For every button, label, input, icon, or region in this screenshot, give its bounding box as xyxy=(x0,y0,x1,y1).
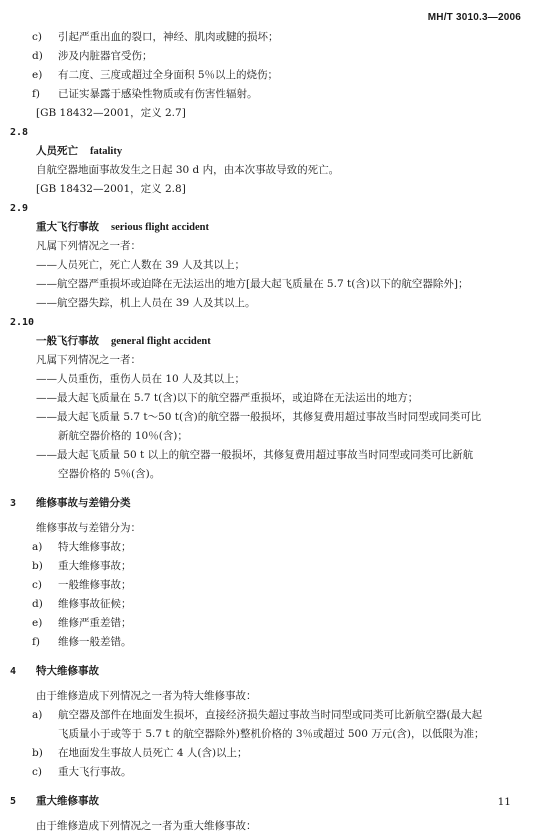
section-title: 特大维修事故 xyxy=(36,665,99,677)
term-zh: 重大飞行事故 xyxy=(36,221,99,233)
list-item xyxy=(0,28,535,47)
document-id-header: MH/T 3010.3—2006 xyxy=(427,12,521,23)
dash-item: ——人员死亡，死亡人数在 39 人及其以上； xyxy=(36,259,246,271)
list-item xyxy=(0,66,535,85)
intro-text: 凡属下列情况之一者： xyxy=(36,240,141,252)
section-heading: 5 重大维修事故 xyxy=(0,792,535,811)
list-item: a) 特大维修事故； xyxy=(32,541,132,553)
dash-item: ——最大起飞质量在 5.7 t(含)以下的航空器严重损坏，或迫降在无法运出的地方； xyxy=(36,392,419,404)
term-zh: 一般飞行事故 xyxy=(36,335,99,347)
term-heading xyxy=(0,142,535,161)
section-title: 维修事故与差错分类 xyxy=(36,497,131,509)
term-en: serious flight accident xyxy=(111,222,209,233)
intro-text: 维修事故与差错分为： xyxy=(36,522,141,534)
list-item: c) 重大飞行事故。 xyxy=(32,766,132,778)
item-text: 已证实暴露于感染性物质或有伤害性辐射。 xyxy=(58,88,258,100)
item-text: 有二度、三度或超过全身面积 5％以上的烧伤； xyxy=(58,69,279,81)
section-heading: 3 维修事故与差错分类 xyxy=(0,494,535,513)
page-number: 11 xyxy=(497,796,511,808)
intro-text: 由于维修造成下列情况之一者为重大维修事故： xyxy=(36,820,257,832)
list-item: c) 一般维修事故； xyxy=(32,579,132,591)
item-text: 引起严重出血的裂口，神经、肌肉或腱的损坏； xyxy=(58,31,279,43)
dash-item-continuation: 新航空器价格的 10％(含)； xyxy=(58,430,188,442)
item-label: e) xyxy=(32,69,43,81)
section-number: 2.10 xyxy=(10,317,35,328)
dash-item: ——人员重伤，重伤人员在 10 人及其以上； xyxy=(36,373,246,385)
document-body xyxy=(0,28,535,836)
list-item: b) 在地面发生事故人员死亡 4 人(含)以上； xyxy=(32,747,248,759)
list-item: b) 重大维修事故； xyxy=(32,560,132,572)
term-heading xyxy=(0,332,535,351)
item-text: 涉及内脏器官受伤； xyxy=(58,50,153,62)
term-heading xyxy=(0,218,535,237)
term-zh: 人员死亡 xyxy=(36,145,78,157)
section-number: 2.9 xyxy=(10,203,29,214)
section-heading: 4 特大维修事故 xyxy=(0,662,535,681)
dash-item-continuation: 空器价格的 5％(含)。 xyxy=(58,468,161,480)
dash-item: ——最大起飞质量 5.7 t～50 t(含)的航空器一般损坏，其修复费用超过事故当时同型或同类可比 xyxy=(36,411,482,423)
list-item xyxy=(0,47,535,66)
list-item-continuation: 飞质量小于或等于 5.7 t 的航空器除外)整机价格的 3％或超过 500 万元(含)，以低限为准； xyxy=(58,728,485,740)
list-item xyxy=(0,85,535,104)
list-item: d) 维修事故征候； xyxy=(32,598,132,610)
dash-item: ——最大起飞质量 50 t 以上的航空器一般损坏，其修复费用超过事故当时同型或同类可比新航 xyxy=(36,449,474,461)
list-item: f) 维修一般差错。 xyxy=(32,636,132,648)
dash-item: ——航空器严重损坏或迫降在无法运出的地方[最大起飞质量在 5.7 t(含)以下的航空器除外]； xyxy=(36,278,469,290)
term-en: general flight accident xyxy=(111,336,211,347)
intro-text: 由于维修造成下列情况之一者为特大维修事故： xyxy=(36,690,257,702)
section-number: 2.8 xyxy=(10,127,29,138)
reference-note: [GB 18432—2001，定义 2.8] xyxy=(36,183,186,195)
list-item: a) 航空器及部件在地面发生损坏，直接经济损失超过事故当时同型或同类可比新航空器(最大起 xyxy=(32,709,483,721)
intro-text: 凡属下列情况之一者： xyxy=(36,354,141,366)
reference-note: [GB 18432—2001，定义 2.7] xyxy=(36,107,186,119)
section-title: 重大维修事故 xyxy=(36,795,99,807)
term-en: fatality xyxy=(90,146,123,157)
dash-item: ——航空器失踪，机上人员在 39 人及其以上。 xyxy=(36,297,256,309)
item-label: c) xyxy=(32,31,42,43)
list-item: e) 维修严重差错； xyxy=(32,617,132,629)
item-label: f) xyxy=(32,88,40,100)
definition-text: 自航空器地面事故发生之日起 30 d 内，由本次事故导致的死亡。 xyxy=(36,164,340,176)
item-label: d) xyxy=(32,50,43,62)
